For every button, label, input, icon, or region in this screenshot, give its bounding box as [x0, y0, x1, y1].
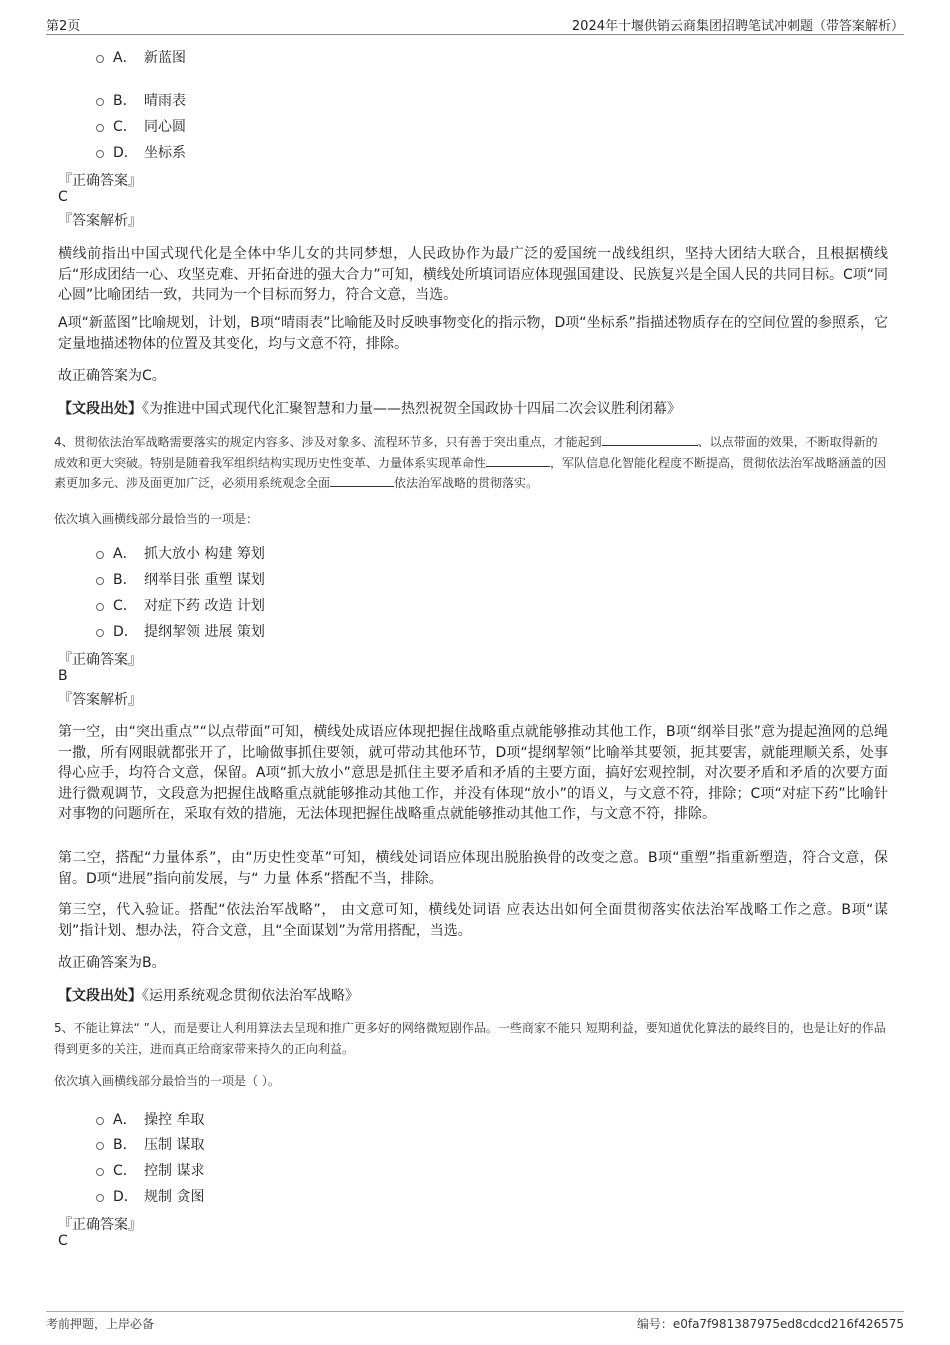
- source-label: 【文段出处】: [58, 401, 142, 417]
- blank-line: [486, 453, 550, 467]
- option-text: 同心圆: [144, 119, 186, 135]
- radio-icon[interactable]: [96, 1168, 104, 1176]
- radio-icon[interactable]: [96, 1117, 104, 1125]
- option-letter: D．: [113, 145, 138, 161]
- q4-analysis-paragraph: 第三空，代入验证。搭配“依法治军战略”， 由文意可知，横线处词语 应表达出如何全面贯彻落实依法治军战略工作之意。B项“谋划”指计划、想办法，符合文意，且“全面谋划”为常用搭配，当选。: [58, 902, 888, 939]
- radio-icon[interactable]: [96, 55, 104, 63]
- option-text: 新蓝图: [144, 50, 186, 66]
- option-letter: A．: [113, 50, 137, 66]
- source-title: 《运用系统观念贯彻依法治军战略》: [142, 988, 359, 1004]
- blank-line: [602, 432, 698, 446]
- q4-analysis-paragraph: 第二空，搭配“力量体系”，由“历史性变革”可知，横线处词语应体现出脱胎换骨的改变之意。B项“重塑”指重新塑造，符合文意，保留。D项“进展”指向前发展，与“ 力量 体系”搭配不当，排除。: [58, 850, 888, 887]
- q3-option-a[interactable]: [96, 47, 186, 67]
- q4-analysis-label: 『答案解析』: [58, 692, 142, 708]
- radio-icon[interactable]: [96, 124, 104, 132]
- q4-answer-label: 『正确答案』: [58, 652, 142, 668]
- radio-icon[interactable]: [96, 551, 104, 559]
- source-label: 【文段出处】: [58, 988, 142, 1004]
- q4-stem-text: 4、贯彻依法治军战略需要落实的规定内容多、涉及对象多、流程环节多，只有善于突出重点，才能起到: [54, 435, 602, 449]
- q5-option-d[interactable]: [96, 1186, 204, 1206]
- q5-instruction: 依次填入画横线部分最恰当的一项是（ ）。: [54, 1074, 280, 1088]
- option-letter: B．: [113, 93, 137, 109]
- option-letter: C．: [113, 1163, 137, 1179]
- option-text: 抓大放小 构建 筹划: [144, 546, 265, 562]
- option-text: 坐标系: [144, 145, 186, 161]
- radio-icon[interactable]: [96, 1194, 104, 1202]
- option-letter: A．: [113, 546, 137, 562]
- q4-answer: B: [58, 668, 68, 684]
- q4-conclusion: 故正确答案为B。: [58, 955, 166, 971]
- q3-analysis-label: 『答案解析』: [58, 213, 142, 229]
- option-text: 晴雨表: [144, 93, 186, 109]
- q3-analysis-paragraph: A项“新蓝图”比喻规划，计划，B项“晴雨表”比喻能及时反映事物变化的指示物，D项“坐标系”指描述物质存在的空间位置的参照系，它定量地描述物体的位置及其变化，均与文意不符，排除。: [58, 315, 888, 352]
- radio-icon[interactable]: [96, 603, 104, 611]
- document-title: 2024年十堰供销云商集团招聘笔试冲刺题（带答案解析）: [571, 19, 904, 34]
- q3-answer: C: [58, 189, 68, 205]
- option-letter: B．: [113, 1137, 137, 1153]
- footer-slogan: 考前押题，上岸必备: [46, 1317, 155, 1331]
- q4-stem: [54, 432, 889, 494]
- q5-option-c[interactable]: [96, 1160, 204, 1180]
- q4-option-a[interactable]: [96, 543, 265, 563]
- option-text: 提纲挈领 进展 策划: [144, 624, 265, 640]
- q5-answer-label: 『正确答案』: [58, 1217, 142, 1233]
- option-text: 操控 牟取: [144, 1112, 205, 1128]
- document-code: 编号：e0fa7f981387975ed8cdcd216f426575: [636, 1317, 904, 1331]
- option-text: 对症下药 改造 计划: [144, 598, 265, 614]
- option-letter: C．: [113, 598, 137, 614]
- source-title: 《为推进中国式现代化汇聚智慧和力量——热烈祝贺全国政协十四届二次会议胜利闭幕》: [142, 401, 681, 417]
- q4-source: [58, 985, 359, 1005]
- q4-option-c[interactable]: [96, 595, 265, 615]
- page-header: [46, 14, 904, 35]
- option-letter: D．: [113, 1189, 138, 1205]
- q3-option-b[interactable]: [96, 90, 186, 110]
- q4-analysis-paragraph: 第一空，由“突出重点”“以点带面”可知，横线处成语应体现把握住战略重点就能够推动其他工作，B项“纲举目张”意为提起渔网的总绳一撒，所有网眼就都张开了，比喻做事抓住要领，就可带动其他环节，D项“提纲挈领”比喻举其要领，扼其要害，就能理顺关系，处事得心应手，均符合文意，保留。A项“抓大放小”意思是抓住主要矛盾和矛盾的主要方面，搞好宏观控制，对次要矛盾和矛盾的次要方面进行微观调节，文段意为把握住战略重点就能够推动其他工作，并没有体现“放小”的语义，与文意不符，排除；C项“对症下药”比喻针对事物的问题所在，采取有效的措施，无法体现把握住战略重点就能够推动其他工作，与文意不符，排除。: [58, 724, 888, 822]
- q3-option-d[interactable]: [96, 142, 186, 162]
- radio-icon[interactable]: [96, 1142, 104, 1150]
- option-text: 规制 贪图: [144, 1189, 205, 1205]
- q3-answer-label: 『正确答案』: [58, 173, 142, 189]
- q5-option-a[interactable]: [96, 1109, 204, 1129]
- option-letter: B．: [113, 572, 137, 588]
- q4-stem-text: ，军队信息化智能化程度不断提高，贯彻依法治军战略涵盖的因素更加多元、涉及面更加广泛，必须用系统观念全面: [54, 455, 887, 490]
- page-number: 第2页: [46, 19, 81, 34]
- q4-option-d[interactable]: [96, 621, 265, 641]
- radio-icon[interactable]: [96, 150, 104, 158]
- q4-stem-text: 依法治军战略的贯彻落实。: [394, 476, 539, 490]
- radio-icon[interactable]: [96, 577, 104, 585]
- radio-icon[interactable]: [96, 98, 104, 106]
- q3-option-c[interactable]: [96, 116, 186, 136]
- option-letter: C．: [113, 119, 137, 135]
- radio-icon[interactable]: [96, 629, 104, 637]
- q4-instruction: 依次填入画横线部分最恰当的一项是：: [54, 512, 259, 526]
- q3-conclusion: 故正确答案为C。: [58, 368, 166, 384]
- q4-option-b[interactable]: [96, 569, 265, 589]
- option-letter: D．: [113, 624, 138, 640]
- q4-stem-text: 、以点带面的效果，不断取得新的成效和更大突破。特别是随着我军组织结构实现历史性变革、力量体系实现革命性: [54, 435, 878, 470]
- blank-line: [330, 473, 394, 487]
- option-text: 纲举目张 重塑 谋划: [144, 572, 265, 588]
- page-footer: [46, 1311, 904, 1334]
- q5-option-b[interactable]: [96, 1134, 204, 1154]
- q5-answer: C: [58, 1233, 68, 1249]
- q3-source: [58, 398, 681, 418]
- q5-stem: 5、不能让算法“ ”人，而是要让人利用算法去呈现和推广更多好的网络微短剧作品。一些商家不能只 短期利益，要知道优化算法的最终目的，也是让好的作品得到更多的关注，进而真正给商家带来持久的正向利益。: [54, 1021, 886, 1056]
- option-letter: A．: [113, 1112, 137, 1128]
- q3-analysis-paragraph: 横线前指出中国式现代化是全体中华儿女的共同梦想，人民政协作为最广泛的爱国统一战线组织，坚持大团结大联合，且根据横线后“形成团结一心、攻坚克难、开拓奋进的强大合力”可知，横线处所填词语应体现强国建设、民族复兴是全国人民的共同目标。C项“同心圆”比喻团结一致，共同为一个目标而努力，符合文意，当选。: [58, 246, 888, 303]
- option-text: 压制 谋取: [144, 1137, 205, 1153]
- option-text: 控制 谋求: [144, 1163, 205, 1179]
